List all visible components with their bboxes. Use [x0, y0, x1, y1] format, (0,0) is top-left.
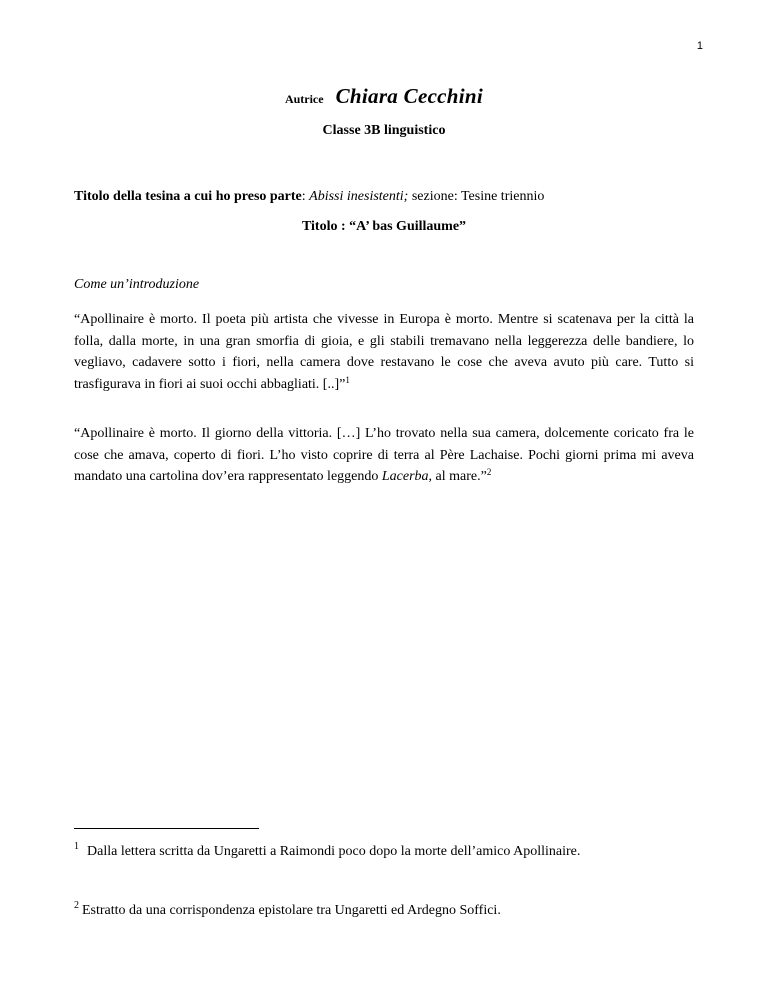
footnote-1-mark: 1	[74, 841, 79, 852]
paragraph-2-italic-word: Lacerba	[381, 469, 429, 484]
author-line	[0, 84, 768, 109]
footnote-2-mark: 2	[74, 900, 79, 911]
paragraph-2-text-before: “Apollinaire è morto. Il giorno della vittoria. […] L’ho trovato nella sua camera, dolcemente coricato fra le cose che amava, coperto di fiori. L’ho visto coprire di terra al Père Lachaise. Pochi giorni prima mi aveva mandato una cartolina dov’era rappresentato leggendo	[74, 426, 694, 484]
quote-paragraph-1	[74, 309, 694, 395]
footnote-ref-2: 2	[486, 467, 492, 477]
class-info: Classe 3B linguistico	[322, 123, 446, 138]
tesina-label: Titolo della tesina a cui ho preso parte	[74, 189, 302, 204]
footnote-1	[74, 841, 714, 860]
quote-paragraph-2	[74, 423, 694, 488]
page-number: 1	[696, 40, 703, 52]
footnote-2-text: Estratto da una corrispondenza epistolare tra Ungaretti ed Ardegno Soffici.	[82, 903, 501, 918]
footnote-2	[74, 900, 714, 919]
author-label: Autrice	[284, 92, 324, 106]
author-name: Chiara Cecchini	[335, 84, 484, 108]
footnote-ref-1: 1	[345, 374, 350, 385]
tesina-line	[74, 189, 694, 205]
section-heading: Come un’introduzione	[74, 277, 200, 292]
tesina-colon: :	[301, 189, 310, 204]
footnote-separator	[74, 828, 259, 829]
document-title: Titolo : “A’ bas Guillaume”	[301, 219, 467, 234]
paragraph-2-text-after: , al mare.”	[428, 469, 487, 484]
footnote-1-text: Dalla lettera scritta da Ungaretti a Raimondi poco dopo la morte dell’amico Apollinaire.	[87, 844, 581, 859]
paragraph-1-text: “Apollinaire è morto. Il poeta più artista che vivesse in Europa è morto. Mentre si scatenava per la città la folla, dalla morte, in una gran smorfia di gioia, e gli stabili tremavano nella leggerezza delle bandiere, lo vegliavo, cadavere sotto i fiori, nella camera dove restavano le cose che aveva avuto più care. Tutto si trasfigurava in fiori ai suoi occhi abbagliati. [..]”	[74, 312, 694, 392]
tesina-section: sezione: Tesine triennio	[408, 189, 545, 204]
tesina-title: Abissi inesistenti;	[309, 189, 409, 204]
